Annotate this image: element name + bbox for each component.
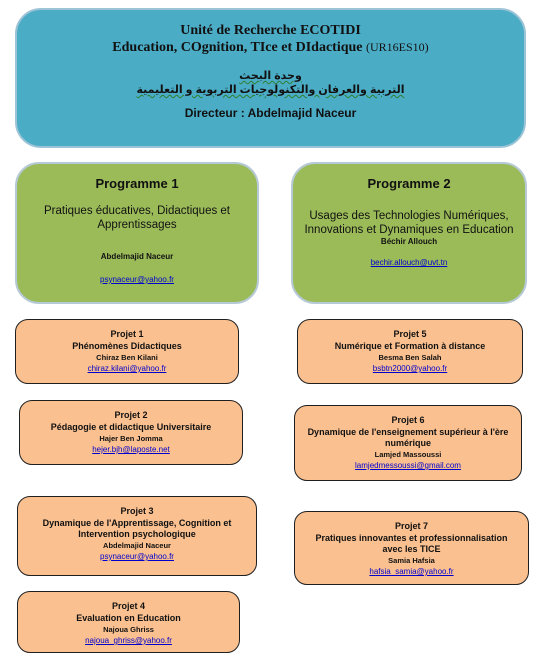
projet-heading: Projet 5	[393, 329, 427, 339]
projet-leader: Samia Hafsia	[388, 556, 435, 565]
projet-leader: Hajer Ben Jomma	[99, 434, 163, 443]
projet-leader: Najoua Ghriss	[103, 625, 154, 634]
projet-heading: Projet 4	[111, 601, 145, 611]
projet-leader: Abdelmajid Naceur	[103, 541, 171, 550]
unit-subtitle-main: Education, COgnition, TIce et DIdactique	[112, 40, 363, 55]
programme-heading: Programme 1	[95, 176, 179, 191]
projet-heading: Projet 3	[120, 506, 154, 516]
arabic-unit-title: التربية والعرفان والتكنولوجيات التربوية و التعليمية	[136, 84, 405, 96]
projet-email-link[interactable]: hafsia_samia@yahoo.fr	[369, 567, 454, 576]
projet-5-box	[297, 319, 523, 384]
unit-subtitle	[17, 39, 524, 56]
programme-subtitle: Pratiques éducatives, Didactiques et Apprentissages	[43, 205, 231, 231]
projet-leader: Besma Ben Salah	[378, 353, 442, 362]
projet-title: Phénomènes Didactiques	[72, 341, 182, 351]
projet-title: Evaluation en Education	[76, 613, 181, 623]
programme-subtitle: Usages des Technologies Numériques, Innovations et Dynamiques en Education	[304, 210, 514, 236]
unit-director: Directeur : Abdelmajid Naceur	[184, 106, 357, 120]
projet-leader: Chiraz Ben Kilani	[96, 353, 158, 362]
programme-2-box	[291, 162, 527, 304]
projet-title: Pédagogie et didactique Universitaire	[50, 422, 212, 432]
projet-heading: Projet 2	[114, 410, 148, 420]
programme-email-link[interactable]: psynaceur@yahoo.fr	[100, 275, 174, 284]
programme-heading: Programme 2	[367, 176, 451, 191]
projet-title: Dynamique de l'enseignement supérieur à l'ère numérique	[307, 427, 509, 448]
projet-6-box	[294, 405, 522, 481]
projet-3-box	[17, 496, 257, 576]
projet-title: Dynamique de l'Apprentissage, Cognition et Intervention psychologique	[42, 518, 232, 539]
arabic-unit-label: وحدة البحث	[239, 70, 302, 82]
projet-7-box	[294, 511, 529, 585]
projet-1-box	[15, 319, 239, 384]
unit-title: Unité de Recherche ECOTIDI	[180, 23, 361, 38]
projet-heading: Projet 7	[394, 521, 428, 531]
projet-email-link[interactable]: lamjedmessoussi@gmail.com	[355, 461, 461, 470]
projet-4-box	[17, 591, 240, 653]
projet-email-link[interactable]: hejer.bjh@laposte.net	[92, 445, 170, 454]
projet-heading: Projet 1	[110, 329, 144, 339]
unit-code: (UR16ES10)	[366, 40, 429, 54]
projet-leader: Lamjed Massoussi	[374, 450, 442, 459]
projet-2-box	[19, 400, 243, 465]
programme-email-link[interactable]: bechir.allouch@uvt.tn	[370, 258, 448, 267]
projet-email-link[interactable]: najoua_ghriss@yahoo.fr	[85, 636, 172, 645]
programme-director: Béchir Allouch	[380, 237, 438, 246]
projet-title: Numérique et Formation à distance	[334, 341, 486, 351]
projet-email-link[interactable]: chiraz.kilani@yahoo.fr	[87, 364, 167, 373]
projet-heading: Projet 6	[391, 415, 425, 425]
projet-email-link[interactable]: bsbtn2000@yahoo.fr	[372, 364, 448, 373]
projet-title: Pratiques innovantes et professionnalisation avec les TICE	[315, 533, 508, 554]
unit-header-box	[15, 8, 526, 148]
projet-email-link[interactable]: psynaceur@yahoo.fr	[100, 552, 174, 561]
programme-director: Abdelmajid Naceur	[100, 252, 174, 261]
programme-1-box	[15, 162, 259, 304]
